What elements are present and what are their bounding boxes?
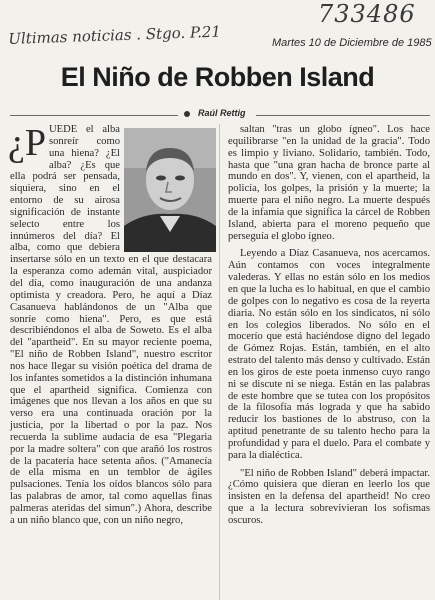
divider-rule xyxy=(256,115,430,116)
handwritten-source-note: Ultimas noticias . Stgo. P.21 xyxy=(8,22,222,48)
headline: El Niño de Robben Island xyxy=(60,62,375,92)
article-column-left xyxy=(10,124,212,527)
divider-rule xyxy=(10,115,178,116)
article-paragraph: "El niño de Robben Island" deberá impactar. ¿Cómo quisiera que dieran en leerlo los que insisten en la defensa del apartheid! No creo que a la lectura sobrevivieran los sofismas oscuros. xyxy=(228,467,430,526)
bullet-icon xyxy=(184,111,190,117)
author-photo xyxy=(124,128,216,252)
article-column-right xyxy=(228,124,430,527)
drop-cap: ¿P xyxy=(8,122,46,164)
article-paragraph: saltan "tras un globo ígneo". Los hace equilibrarse "en la unidad de la gracia". Todo es limpio y liviano. Solidario, también. Todo, hasta que "una gran hacha de bronce parte al mundo en dos". Y, vienen, con el apartheid, la policía, los golpes, la prisión y la muerte; la muerte para el niño negro. La muerte después de la infamia que significa la cárcel de Robben Island, abierta para el moreno pequeño que perseguía el globo ígneo. xyxy=(228,124,430,242)
byline: Raúl Rettig xyxy=(198,108,246,118)
column-divider xyxy=(219,124,220,600)
dateline: Martes 10 de Diciembre de 1985 xyxy=(272,37,432,49)
article-text: UEDE el alba sonreír como una hiena? ¿El alba? ¿Es que ella podrá ser pensada, siquiera, sino en el entorno de su airosa significación de instante selecto entre los innúmeros del día? El alba, como que debiera insertarse sólo en un texto en el que destacara la esperanza como ademán vital, auspiciador del día, como inauguración de una andanza optimista y creadora. Pero, he aquí a Díaz Casanueva hablándonos de un "Alba que sonríe como hiena". Pero, es que está describiéndonos el alba de Soweto. Es el alba del "apartheid". En su mayor reciente poema, "El niño de Robben Island", nuestro escritor nos hace llegar su visión poética del drama de los infantes sometidos a la distinción inhumana que el apartheid significa. Comienza con imágenes que nos llevan a los años en que su verso era una continuada oración por la justicia, por la libertad o por la paz. Nos recuerda la sublime audacia de esa "Plegaria por la madre soltera" con que arañó los rostros de la pacatería hace setenta años. ("Amanecía de ella misma en un temblor de ágiles pulsaciones. Tenía los oídos blancos sólo para las palabras de amor, tal como aquellas finas palmeras ateridas del simun".) Ahora, describe a un niño blanco que, con un niño negro, xyxy=(10,124,212,526)
byline-row xyxy=(10,108,430,122)
article-paragraph: Leyendo a Díaz Casanueva, nos acercamos. Aún contamos con voces integralmente valederas. Y ellas no están sólo en los medios en que la lucha es lo habitual, en que el cambio de golpes con lo negativo es cosa de la reyerta diaria. No están sólo en los sindicatos, ni sólo en los colegios liberados. No sólo en el mocerío que está haciéndose digno del legado de Gómez Rojas. Están, también, en el alto estrato del talento más denso y cultivado. Están en los giros de este poeta inmenso cuyo rango ni se discute ni se niega. Están en las palabras de este hombre que se tutea con los propósitos de la filosofía más lograda y que ha sabido reducir los bastiones de lo abstruso, con la aptitud penetrante de su talento hecho para la profundidad y para el duelo. Para el combate y para la dialéctica. xyxy=(228,248,430,461)
handwritten-archive-number: 733486 xyxy=(318,0,416,28)
